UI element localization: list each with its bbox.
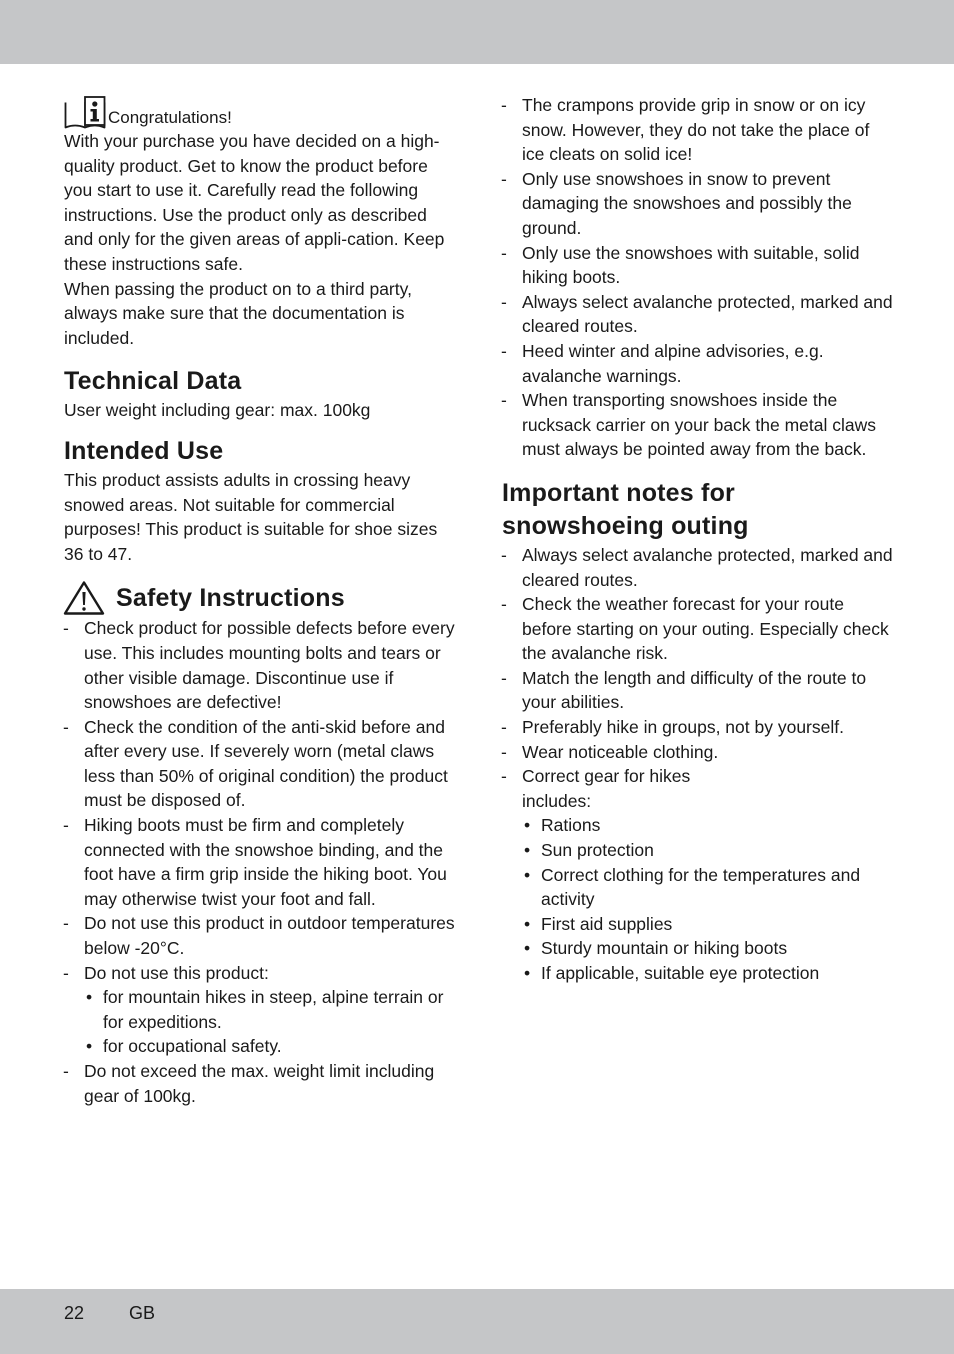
gear-item: • Correct clothing for the temperatures and activity: [522, 863, 894, 912]
gear-item: • Rations: [522, 813, 894, 838]
congratulations-text: Congratulations!: [108, 108, 232, 127]
list-item: - Do not use this product in outdoor temperatures below -20°C.: [64, 911, 456, 960]
gear-line-2: includes:: [522, 790, 592, 811]
gear-item: • Sturdy mountain or hiking boots: [522, 936, 894, 961]
list-item: - Heed winter and alpine advisories, e.g. avalanche warnings.: [502, 339, 894, 388]
right-column: [502, 93, 894, 986]
list-item: - Only use snowshoes in snow to prevent damaging the snowshoes and possibly the ground.: [502, 167, 894, 241]
list-item: - Preferably hike in groups, not by yourself.: [502, 715, 894, 740]
warning-triangle-icon: [63, 580, 105, 616]
gear-item: • If applicable, suitable eye protection: [522, 961, 894, 986]
intro-heading: [64, 92, 456, 129]
list-item: - Hiking boots must be firm and completely connected with the snowshoe binding, and the foot have a firm grip inside the hiking boot. You may otherwise twist your foot and fall.: [64, 813, 456, 911]
important-notes-heading: [502, 477, 894, 543]
sub-list-item: • for mountain hikes in steep, alpine terrain or for expeditions.: [84, 985, 456, 1034]
left-column: [64, 92, 456, 1108]
safety-sub-list: [84, 985, 456, 1059]
gear-line-1: - Correct gear for hikes: [522, 766, 691, 787]
list-item: - Always select avalanche protected, marked and cleared routes.: [502, 290, 894, 339]
list-item: - Check the condition of the anti-skid before and after every use. If severely worn (metal claws less than 50% of original condition) the product must be disposed of.: [64, 715, 456, 813]
header-bar: [0, 0, 954, 64]
list-item: [502, 764, 894, 985]
gear-list: [522, 813, 894, 985]
list-item: - When transporting snowshoes inside the rucksack carrier on your back the metal claws must always be pointed away from the back.: [502, 388, 894, 462]
page-number: 22: [64, 1303, 85, 1323]
list-item-text: - Do not use this product:: [84, 962, 269, 983]
safety-heading: [64, 580, 456, 616]
technical-data-text: User weight including gear: max. 100kg: [64, 400, 371, 421]
list-item: - Wear noticeable clothing.: [502, 740, 894, 765]
intro-paragraph-2: When passing the product on to a third party, always make sure that the documentation is included.: [64, 278, 412, 348]
list-item: - Check the weather forecast for your route before starting on your outing. Especially check the avalanche risk.: [502, 592, 894, 666]
intro-paragraph-1: With your purchase you have decided on a high-quality product. Get to know the product before you start to use it. Carefully read the following instructions. Use the product only as described and only for the given areas of appli-cation. Keep these instructions safe.: [64, 131, 445, 274]
language-code: GB: [129, 1303, 156, 1323]
notes-list: [502, 543, 894, 986]
list-item: - Always select avalanche protected, marked and cleared routes.: [502, 543, 894, 592]
list-item: - Do not exceed the max. weight limit including gear of 100kg.: [64, 1059, 456, 1108]
list-item: - Match the length and difficulty of the route to your abilities.: [502, 666, 894, 715]
safety-list-continued: [502, 93, 894, 462]
sub-list-item: • for occupational safety.: [84, 1034, 456, 1059]
safety-list: [64, 616, 456, 1108]
gear-item: • First aid supplies: [522, 912, 894, 937]
info-book-icon: [64, 96, 106, 129]
list-item: [64, 961, 456, 1059]
intended-use-text: This product assists adults in crossing heavy snowed areas. Not suitable for commercial purposes! This product is suitable for shoe sizes 36 to 47.: [64, 469, 438, 564]
safety-heading-text: Safety Instructions: [116, 583, 345, 612]
important-notes-heading-line2: snowshoeing outing: [502, 511, 749, 540]
technical-data-heading: Technical Data: [64, 367, 242, 396]
list-item: - The crampons provide grip in snow or on icy snow. However, they do not take the place of ice cleats on solid ice!: [502, 93, 894, 167]
gear-item: • Sun protection: [522, 838, 894, 863]
list-item: - Check product for possible defects before every use. This includes mounting bolts and tears or other visible damage. Discontinue use if snowshoes are defective!: [64, 616, 456, 714]
intended-use-heading: Intended Use: [64, 436, 224, 465]
important-notes-heading-line1: Important notes for: [502, 478, 735, 507]
list-item: - Only use the snowshoes with suitable, solid hiking boots.: [502, 241, 894, 290]
